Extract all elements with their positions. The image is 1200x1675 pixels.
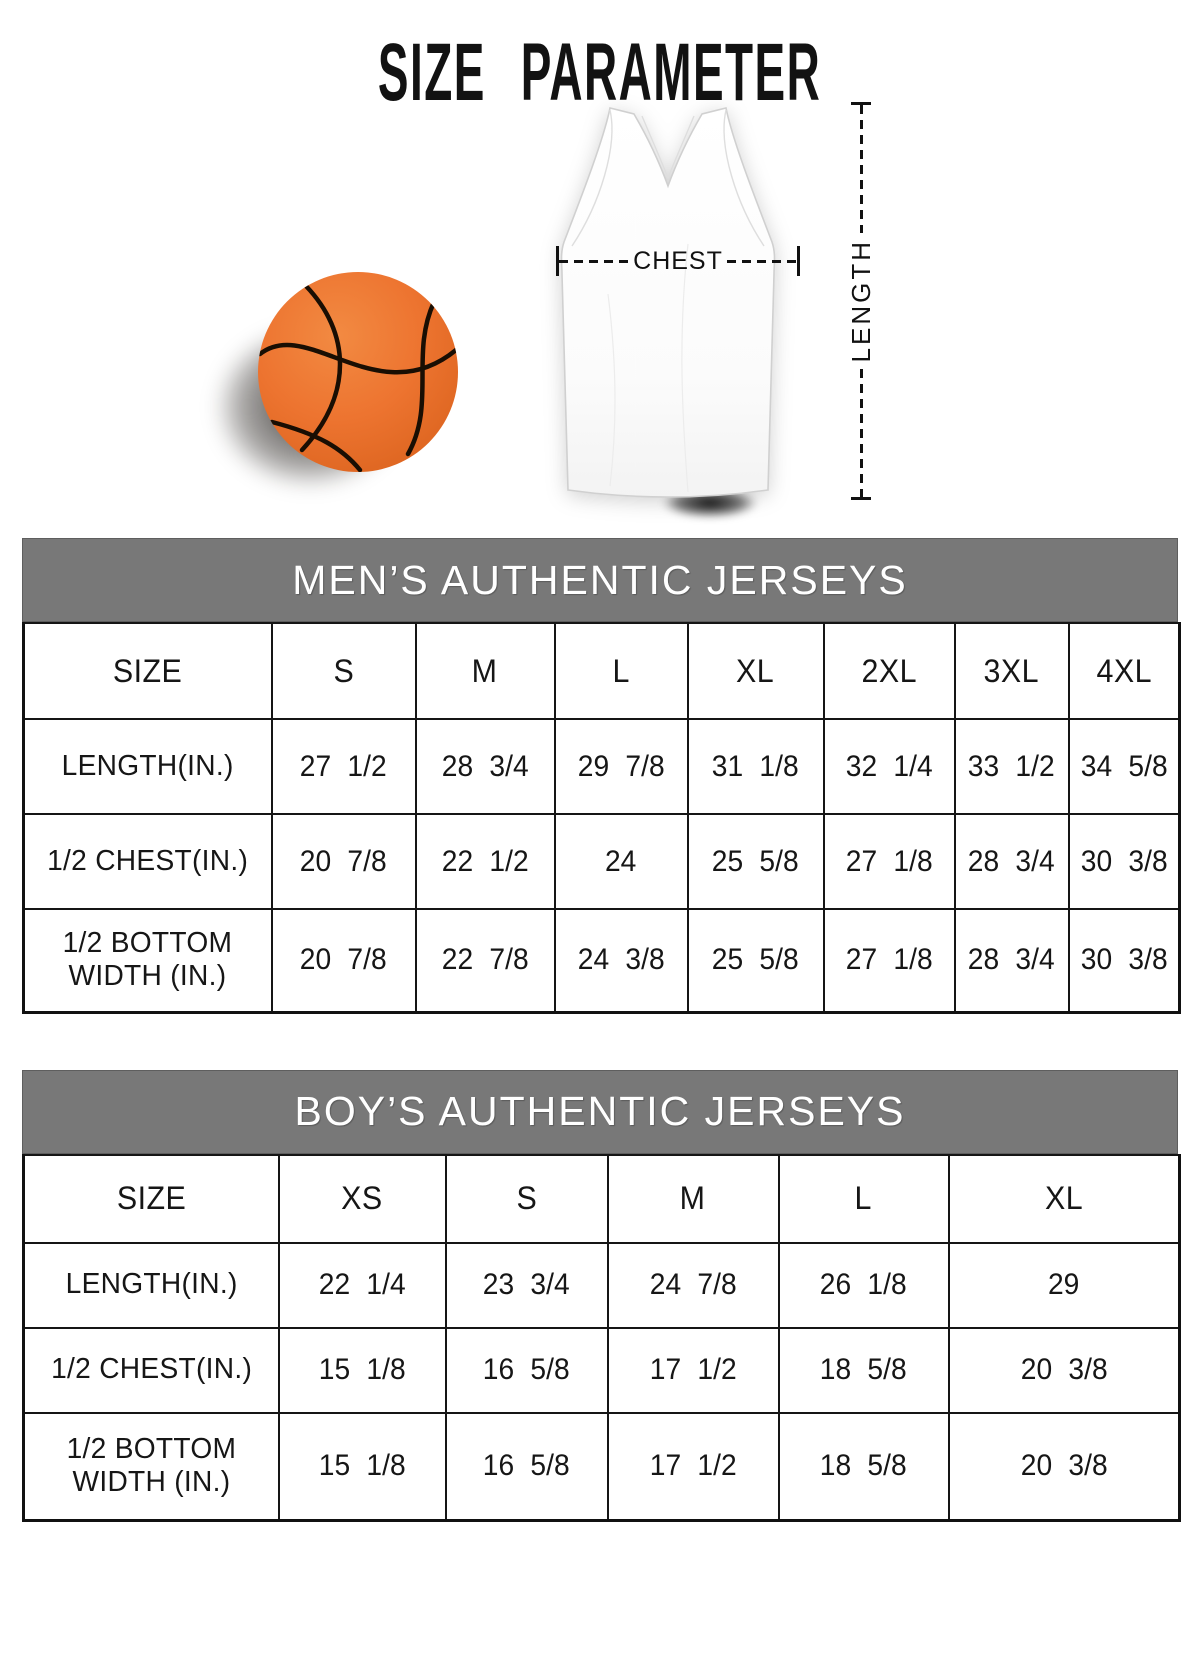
- measurement-value: 17 1/2: [608, 1413, 779, 1521]
- measurement-value: 30 3/8: [1069, 909, 1180, 1012]
- length-measure-line: [846, 102, 876, 500]
- measurement-value: 16 5/8: [446, 1328, 608, 1413]
- size-column-header: 3XL: [955, 623, 1069, 719]
- measurement-value: 23 3/4: [446, 1243, 608, 1328]
- size-header-row: [24, 623, 1180, 719]
- mens-section: [22, 538, 1178, 1014]
- mens-title-band: [22, 538, 1178, 622]
- measurement-value: 29: [949, 1243, 1180, 1328]
- measurement-row: [24, 814, 1180, 909]
- chest-right-tick: [797, 246, 800, 276]
- measurement-value: 20 3/8: [949, 1413, 1180, 1521]
- measurement-value: 26 1/8: [779, 1243, 949, 1328]
- mens-size-table: [22, 622, 1178, 1014]
- measurement-value: 24: [555, 814, 688, 909]
- measurement-value: 18 5/8: [779, 1328, 949, 1413]
- basketball-illustration: [238, 254, 488, 504]
- size-header-cell: SIZE: [24, 623, 272, 719]
- measurement-value: 24 7/8: [608, 1243, 779, 1328]
- chest-label: CHEST: [633, 246, 723, 275]
- measurement-label: 1/2 BOTTOM WIDTH (IN.): [24, 1413, 279, 1521]
- measurement-value: 29 7/8: [555, 719, 688, 814]
- measurement-diagram: [0, 86, 1200, 538]
- size-column-header: L: [779, 1155, 949, 1243]
- measurement-value: 20 3/8: [949, 1328, 1180, 1413]
- chest-measure-line: [556, 244, 800, 278]
- measurement-value: 25 5/8: [688, 814, 824, 909]
- measurement-value: 20 7/8: [272, 909, 416, 1012]
- measurement-row: [24, 719, 1180, 814]
- measurement-label: LENGTH(IN.): [24, 1243, 279, 1328]
- measurement-label: LENGTH(IN.): [24, 719, 272, 814]
- page-title: SIZE PARAMETER: [378, 27, 822, 119]
- measurement-row: [24, 1243, 1180, 1328]
- length-bottom-tick: [851, 497, 871, 500]
- size-column-header: S: [446, 1155, 608, 1243]
- measurement-label: 1/2 CHEST(IN.): [24, 814, 272, 909]
- measurement-value: 31 1/8: [688, 719, 824, 814]
- measurement-value: 15 1/8: [279, 1413, 446, 1521]
- measurement-value: 27 1/8: [824, 909, 955, 1012]
- size-column-header: M: [608, 1155, 779, 1243]
- measurement-value: 22 7/8: [416, 909, 555, 1012]
- measurement-label: 1/2 CHEST(IN.): [24, 1328, 279, 1413]
- size-column-header: 4XL: [1069, 623, 1180, 719]
- size-header-cell: SIZE: [24, 1155, 279, 1243]
- boys-title-band: [22, 1070, 1178, 1154]
- measurement-value: 28 3/4: [416, 719, 555, 814]
- measurement-value: 17 1/2: [608, 1328, 779, 1413]
- size-column-header: 2XL: [824, 623, 955, 719]
- length-label: LENGTH: [845, 239, 876, 363]
- measurement-value: 24 3/8: [555, 909, 688, 1012]
- measurement-value: 22 1/4: [279, 1243, 446, 1328]
- chest-dash-left: [559, 260, 629, 263]
- measurement-value: 27 1/8: [824, 814, 955, 909]
- size-column-header: XL: [688, 623, 824, 719]
- measurement-value: 16 5/8: [446, 1413, 608, 1521]
- boys-size-table: [22, 1154, 1178, 1523]
- measurement-value: 27 1/2: [272, 719, 416, 814]
- measurement-label: 1/2 BOTTOM WIDTH (IN.): [24, 909, 272, 1012]
- size-table: [22, 622, 1181, 1014]
- size-column-header: M: [416, 623, 555, 719]
- chest-dash-right: [727, 260, 797, 263]
- mens-table-title: MEN’S AUTHENTIC JERSEYS: [292, 556, 908, 603]
- measurement-value: 22 1/2: [416, 814, 555, 909]
- size-column-header: XL: [949, 1155, 1180, 1243]
- measurement-value: 32 1/4: [824, 719, 955, 814]
- size-column-header: S: [272, 623, 416, 719]
- size-column-header: L: [555, 623, 688, 719]
- measurement-row: [24, 1413, 1180, 1521]
- measurement-value: 28 3/4: [955, 909, 1069, 1012]
- length-dash-top: [860, 105, 863, 233]
- measurement-value: 33 1/2: [955, 719, 1069, 814]
- measurement-value: 34 5/8: [1069, 719, 1180, 814]
- measurement-row: [24, 1328, 1180, 1413]
- measurement-value: 25 5/8: [688, 909, 824, 1012]
- measurement-value: 30 3/8: [1069, 814, 1180, 909]
- measurement-value: 20 7/8: [272, 814, 416, 909]
- boys-section: [22, 1070, 1178, 1523]
- measurement-row: [24, 909, 1180, 1012]
- jersey-icon: [538, 94, 798, 504]
- size-header-row: [24, 1155, 1180, 1243]
- measurement-value: 18 5/8: [779, 1413, 949, 1521]
- size-table: [22, 1154, 1181, 1523]
- measurement-value: 28 3/4: [955, 814, 1069, 909]
- length-dash-bottom: [860, 369, 863, 497]
- boys-table-title: BOY’S AUTHENTIC JERSEYS: [294, 1088, 906, 1134]
- size-column-header: XS: [279, 1155, 446, 1243]
- basketball-icon: [238, 254, 478, 494]
- measurement-value: 15 1/8: [279, 1328, 446, 1413]
- page-header: [0, 0, 1200, 119]
- section-gap: [0, 1014, 1200, 1070]
